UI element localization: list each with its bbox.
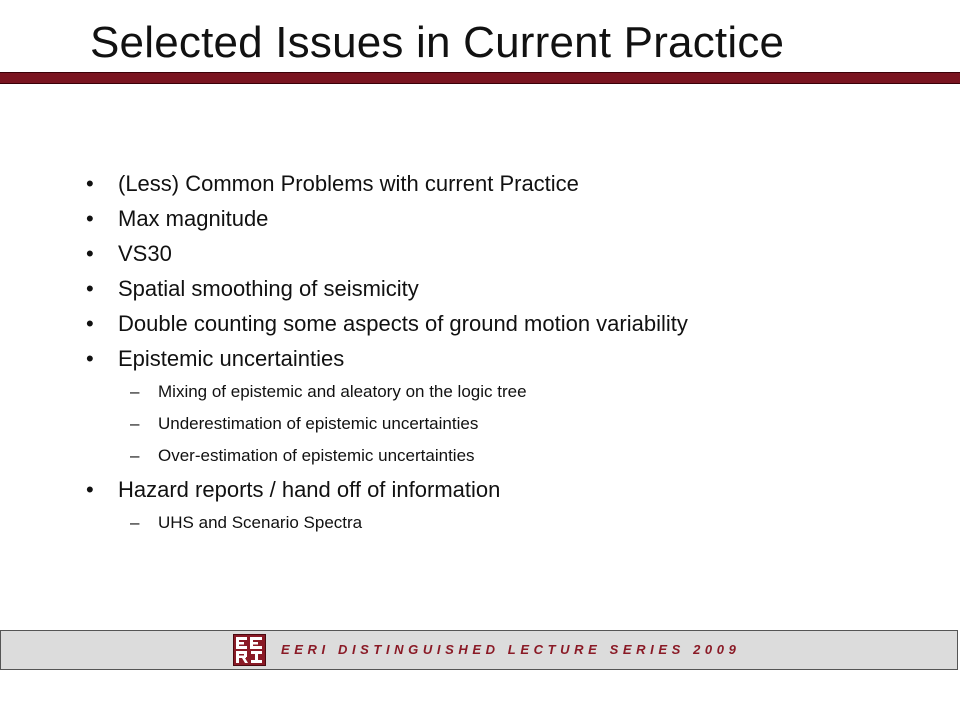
bullet-item xyxy=(86,166,926,201)
bullet-marker: • xyxy=(86,206,94,231)
sub-bullet-text: Underestimation of epistemic uncertainties xyxy=(158,414,479,433)
sub-bullet-item xyxy=(86,507,926,539)
bullet-marker: • xyxy=(86,276,94,301)
bullet-list xyxy=(86,166,926,539)
bullet-text: VS30 xyxy=(118,241,172,266)
bullet-marker: • xyxy=(86,241,94,266)
bullet-marker: • xyxy=(86,311,94,336)
sub-bullet-marker: – xyxy=(130,382,140,401)
title-divider xyxy=(0,72,960,84)
sub-bullet-item xyxy=(86,408,926,440)
sub-bullet-text: Over-estimation of epistemic uncertainties xyxy=(158,446,475,465)
bullet-marker: • xyxy=(86,477,94,502)
bullet-text: Max magnitude xyxy=(118,206,269,231)
bullet-item xyxy=(86,271,926,306)
bullet-item xyxy=(86,472,926,507)
bullet-item xyxy=(86,306,926,341)
bullet-text: Hazard reports / hand off of information xyxy=(118,477,501,502)
slide-title: Selected Issues in Current Practice xyxy=(90,18,785,67)
bullet-text: Spatial smoothing of seismicity xyxy=(118,276,419,301)
bullet-marker: • xyxy=(86,171,94,196)
footer-series-label: EERI DISTINGUISHED LECTURE SERIES 2009 xyxy=(281,642,741,657)
sub-bullet-item xyxy=(86,440,926,472)
bullet-item xyxy=(86,236,926,271)
bullet-text: (Less) Common Problems with current Practice xyxy=(118,171,579,196)
sub-bullet-marker: – xyxy=(130,414,140,433)
sub-bullet-marker: – xyxy=(130,446,140,465)
footer-bar xyxy=(0,630,958,670)
sub-bullet-marker: – xyxy=(130,513,140,532)
eeri-logo-icon xyxy=(234,635,265,665)
eeri-logo xyxy=(233,634,266,666)
sub-bullet-item xyxy=(86,376,926,408)
bullet-item xyxy=(86,341,926,376)
sub-bullet-text: UHS and Scenario Spectra xyxy=(158,513,363,532)
bullet-item xyxy=(86,201,926,236)
bullet-text: Double counting some aspects of ground motion variability xyxy=(118,311,688,336)
bullet-text: Epistemic uncertainties xyxy=(118,346,345,371)
bullet-marker: • xyxy=(86,346,94,371)
sub-bullet-text: Mixing of epistemic and aleatory on the logic tree xyxy=(158,382,527,401)
